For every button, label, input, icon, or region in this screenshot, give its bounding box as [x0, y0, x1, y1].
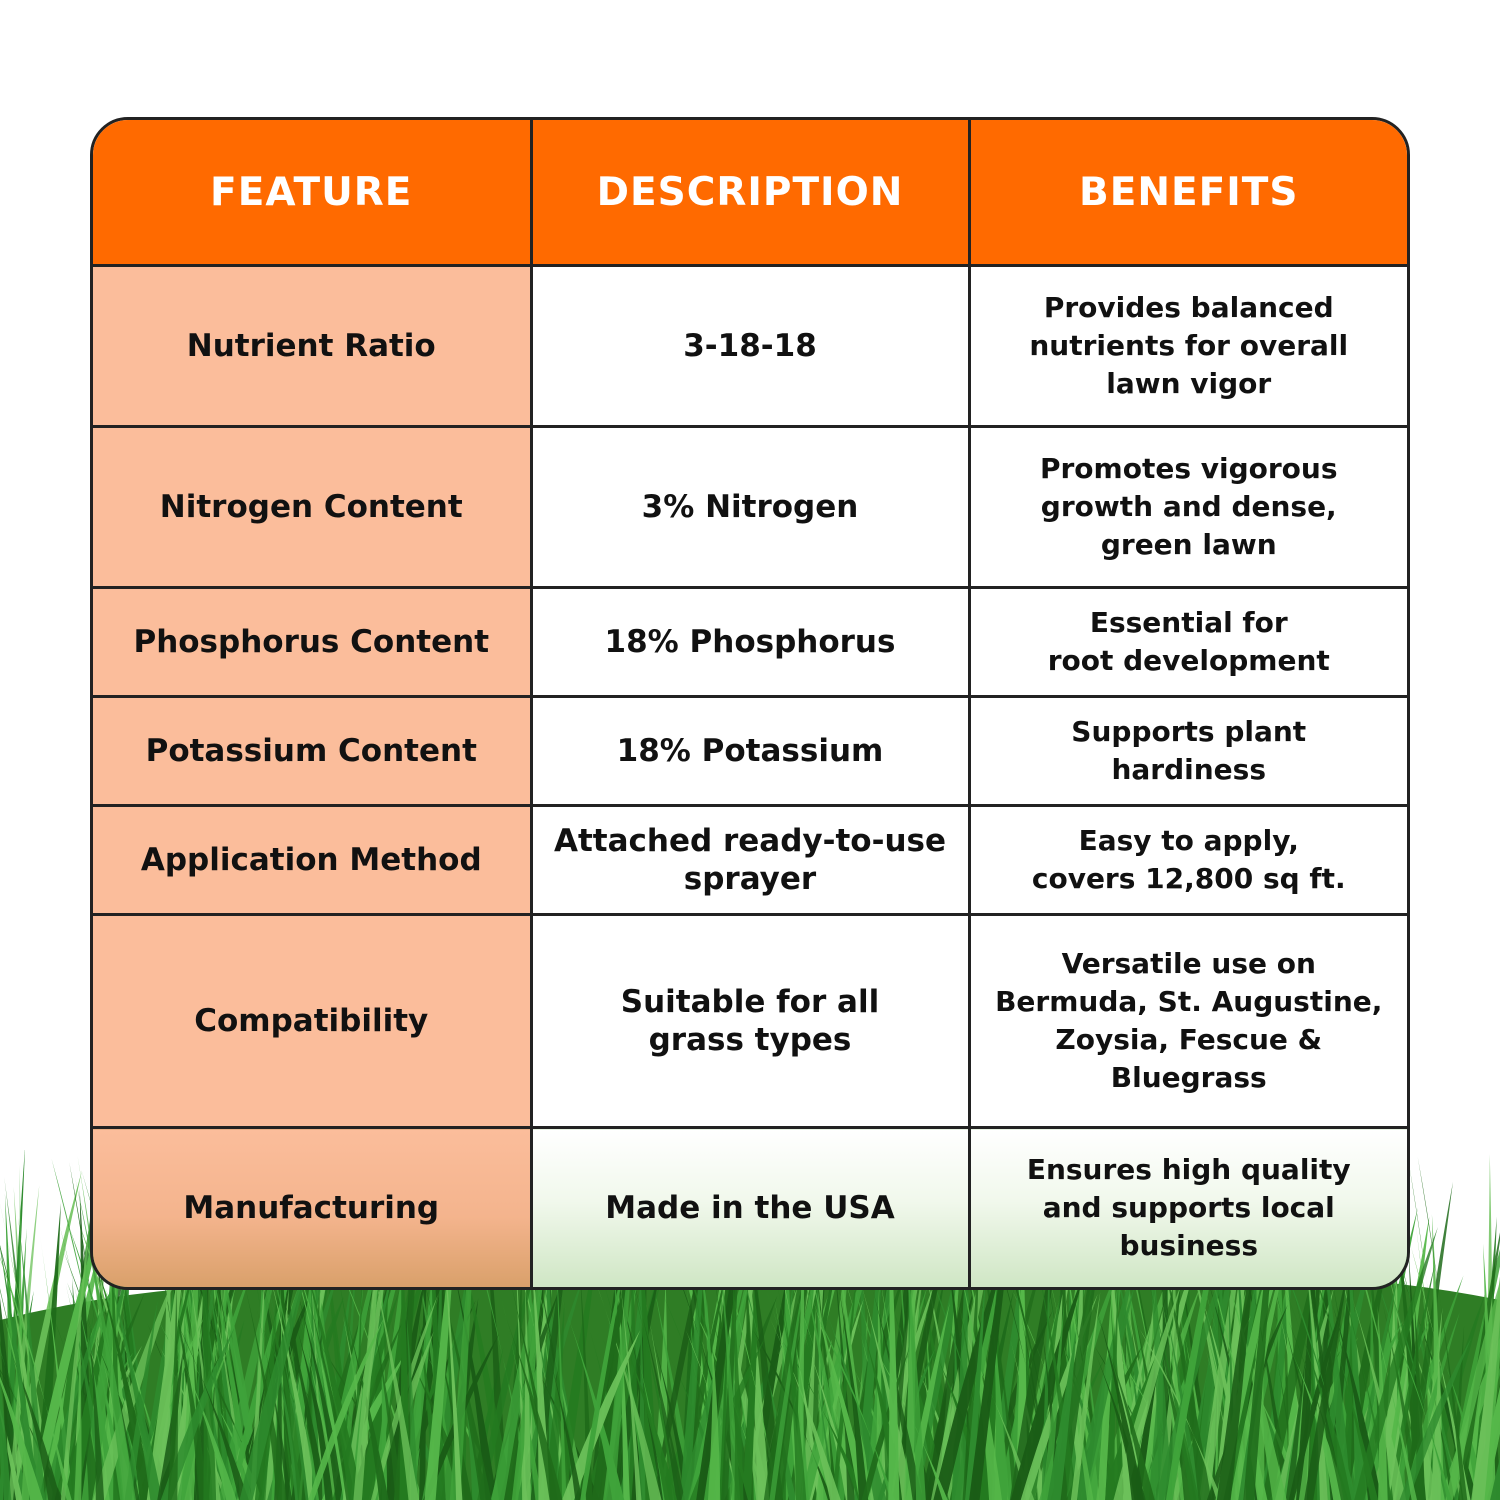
benefit-text: Easy to apply, covers 12,800 sq ft. — [1031, 823, 1346, 895]
benefit-cell — [969, 806, 1407, 915]
table-row — [93, 1128, 1407, 1287]
feature-cell — [93, 588, 531, 697]
description-cell — [531, 588, 969, 697]
header-description: DESCRIPTION — [531, 120, 969, 266]
feature-cell — [93, 697, 531, 806]
feature-cell — [93, 1128, 531, 1287]
feature-label: Phosphorus Content — [133, 624, 490, 661]
feature-label: Nitrogen Content — [159, 489, 463, 526]
description-text: 18% Potassium — [616, 733, 884, 770]
feature-cell — [93, 427, 531, 588]
description-cell — [531, 1128, 969, 1287]
header-benefits: BENEFITS — [969, 120, 1407, 266]
table-row — [93, 914, 1407, 1128]
description-cell — [531, 914, 969, 1128]
table-header-row — [93, 120, 1407, 266]
description-cell — [531, 266, 969, 427]
benefit-text: Versatile use on Bermuda, St. Augustine, Zoysia, Fescue & Bluegrass — [995, 947, 1383, 1095]
feature-label: Application Method — [140, 841, 482, 878]
feature-label: Manufacturing — [183, 1190, 440, 1227]
description-cell — [531, 427, 969, 588]
description-text: Made in the USA — [605, 1190, 895, 1227]
comparison-table — [90, 117, 1410, 1290]
benefit-cell — [969, 914, 1407, 1128]
description-text: 18% Phosphorus — [604, 624, 896, 661]
description-text: 3-18-18 — [683, 328, 817, 365]
description-text: 3% Nitrogen — [641, 489, 859, 526]
table-row — [93, 266, 1407, 427]
header-feature: FEATURE — [93, 120, 531, 266]
benefit-cell — [969, 266, 1407, 427]
table-row — [93, 697, 1407, 806]
description-text: Suitable for all grass types — [620, 984, 880, 1059]
feature-label: Potassium Content — [145, 733, 477, 770]
feature-cell — [93, 914, 531, 1128]
table-row — [93, 427, 1407, 588]
benefit-text: Essential for root development — [1047, 606, 1330, 678]
benefit-text: Provides balanced nutrients for overall lawn vigor — [1029, 291, 1349, 401]
description-cell — [531, 697, 969, 806]
description-cell — [531, 806, 969, 915]
benefit-text: Supports plant hardiness — [1071, 715, 1307, 787]
feature-label: Nutrient Ratio — [186, 328, 436, 365]
feature-table — [93, 120, 1407, 1287]
benefit-cell — [969, 697, 1407, 806]
benefit-text: Ensures high quality and supports local business — [1026, 1153, 1351, 1263]
description-text: Attached ready-to-use sprayer — [553, 822, 947, 897]
table-row — [93, 588, 1407, 697]
benefit-cell — [969, 427, 1407, 588]
feature-label: Compatibility — [194, 1003, 429, 1040]
feature-cell — [93, 266, 531, 427]
feature-cell — [93, 806, 531, 915]
benefit-cell — [969, 1128, 1407, 1287]
table-row — [93, 806, 1407, 915]
benefit-text: Promotes vigorous growth and dense, green lawn — [1039, 452, 1338, 562]
benefit-cell — [969, 588, 1407, 697]
